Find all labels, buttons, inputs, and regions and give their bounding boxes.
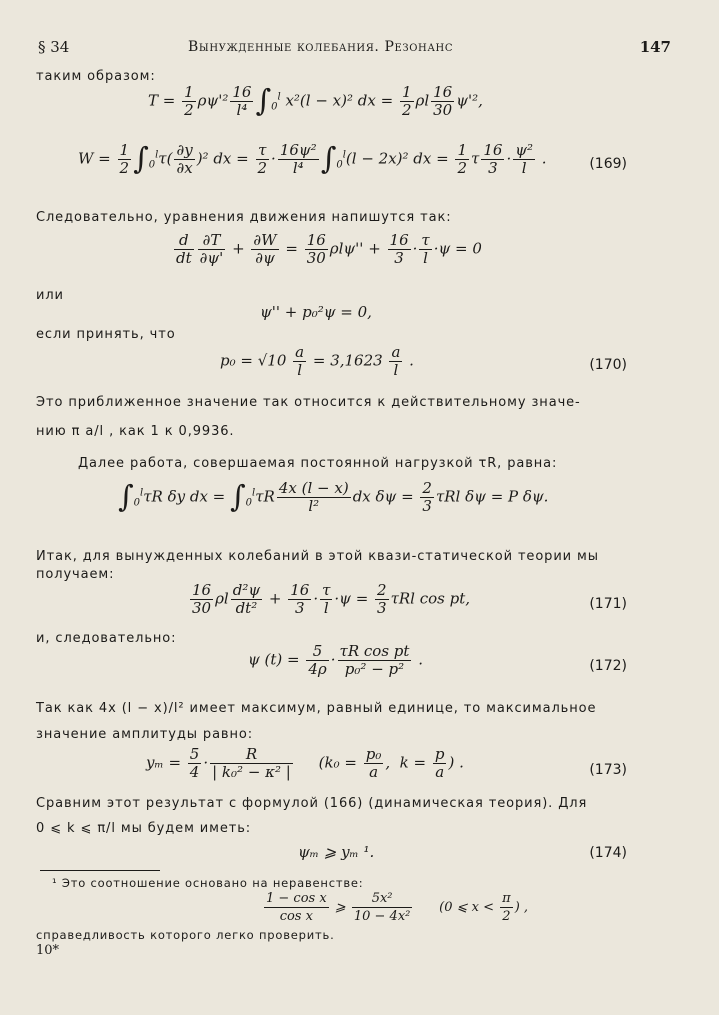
equation-number-174: (174) xyxy=(589,845,627,861)
equation-p0: p₀ = √10 $\frac{a}{l}$ = 3,1623 $\frac{a}{l}$ . xyxy=(220,343,414,379)
page-number: 147 xyxy=(639,38,671,56)
paragraph-compare-2: 0 ⩽ k ⩽ π/l мы будем иметь: xyxy=(36,821,252,836)
footnote-rule xyxy=(40,870,160,871)
running-header xyxy=(38,38,671,60)
paragraph-max-1: Так как 4x (l − x)/l² имеет максимум, равный единице, то максимальное xyxy=(36,701,597,716)
equation-motion: $\frac{d}{dt}$ $\frac{\partial T}{\partial\psi'}$ + $\frac{\partial W}{\partial\psi}$ = $\frac{16}{30}$ ρlψ'' + $\frac{16}{3}$ · $\frac{\tau}{l}$ ·ψ = 0 xyxy=(176,231,482,267)
equation-forced: $\frac{16}{30}$ ρl $\frac{\text{d²ψ}}{\text{dt²}}$ + $\frac{16}{3}$ · $\frac{\tau}{l}$ ·ψ = $\frac{2}{3}$ τRl cos pt, xyxy=(192,581,471,617)
equation-number-173: (173) xyxy=(589,762,627,778)
paragraph-motion: Следовательно, уравнения движения напишутся так: xyxy=(36,210,452,225)
paragraph-max-2: значение амплитуды равно: xyxy=(36,727,254,742)
equation-inequality: ψₘ ⩾ yₘ ¹. xyxy=(298,843,375,861)
paragraph-approx-2: нию π a/l , как 1 к 0,9936. xyxy=(36,424,235,439)
footnote-tail: справедливость которого легко проверить. xyxy=(36,928,335,942)
paragraph-forced: Итак, для вынужденных колебаний в этой квази-статической теории мы получаем: xyxy=(36,549,599,582)
footnote-formula: $\frac{\text{1 − cos x}}{\text{cos x}}$ ⩾ $\frac{\text{5x²}}{\text{10 − 4x²}}$ (0 ⩽ x < $\frac{\pi}{2}$ ) , xyxy=(266,891,529,924)
printer-signature: 10* xyxy=(36,943,60,958)
chapter-title: Вынужденные колебания. Резонанс xyxy=(188,39,454,55)
equation-number-172: (172) xyxy=(589,658,627,674)
equation-T: T = $\frac{1}{2}$ ρψ'² $\frac{16}{\text{l⁴}}$ $\int_0^l$ x²(l − x)² dx = $\frac{1}{2}$ ρl $\frac{16}{30}$ ψ'², xyxy=(148,83,483,119)
paragraph-work: Далее работа, совершаемая постоянной нагрузкой τR, равна: xyxy=(78,456,558,471)
equation-psi: ψ (t) = $\frac{5}{4\rho}$ · $\frac{\text{τR cos pt}}{\text{p₀² − p²}}$ . xyxy=(248,642,423,678)
equation-simple: ψ'' + p₀²ψ = 0, xyxy=(260,303,372,321)
paragraph-assume: если принять, что xyxy=(36,327,176,342)
equation-W: W = $\frac{1}{2}$ $\int_0^l\tau$( $\frac{\partial y}{\partial x}$ )² dx = $\frac{\tau}{2}$ · $\frac{\text{16ψ²}}{\text{l⁴}}$ $\int_0^l(l - 2x)^2$ dx = $\frac{1}{2}$ τ $\frac{16}{3}$ · $\frac{\text{ψ²}}{l}$ . xyxy=(78,141,547,177)
section-number: § 34 xyxy=(38,38,70,56)
paragraph-compare-1: Сравним этот результат с формулой (166) (динамическая теория). Для xyxy=(36,796,588,811)
equation-work: $\int_0^l\tau R$ δy dx = $\int_0^l\tau R$ $\frac{4x (l - x)}{\text{l²}}$ dx δψ = $\frac{2}{3}$ τRl δψ = P δψ. xyxy=(118,479,549,515)
paragraph-intro: таким образом: xyxy=(36,69,156,84)
paragraph-or: или xyxy=(36,288,64,303)
footnote-text: ¹ Это соотношение основано на неравенстве: xyxy=(52,876,364,890)
equation-ym: yₘ = $\frac{5}{4}$ · $\frac{R}{\text{| k₀² − κ² |}}$ (k₀ = $\frac{\text{p₀}}{a}$ , k = $\frac{p}{a}$ ) . xyxy=(146,745,464,781)
equation-number-170: (170) xyxy=(589,357,627,373)
paragraph-approx-1: Это приближенное значение так относится к действительному значе- xyxy=(36,395,581,410)
equation-number-171: (171) xyxy=(589,596,627,612)
equation-number-169: (169) xyxy=(589,156,627,172)
paragraph-hence: и, следовательно: xyxy=(36,631,177,646)
